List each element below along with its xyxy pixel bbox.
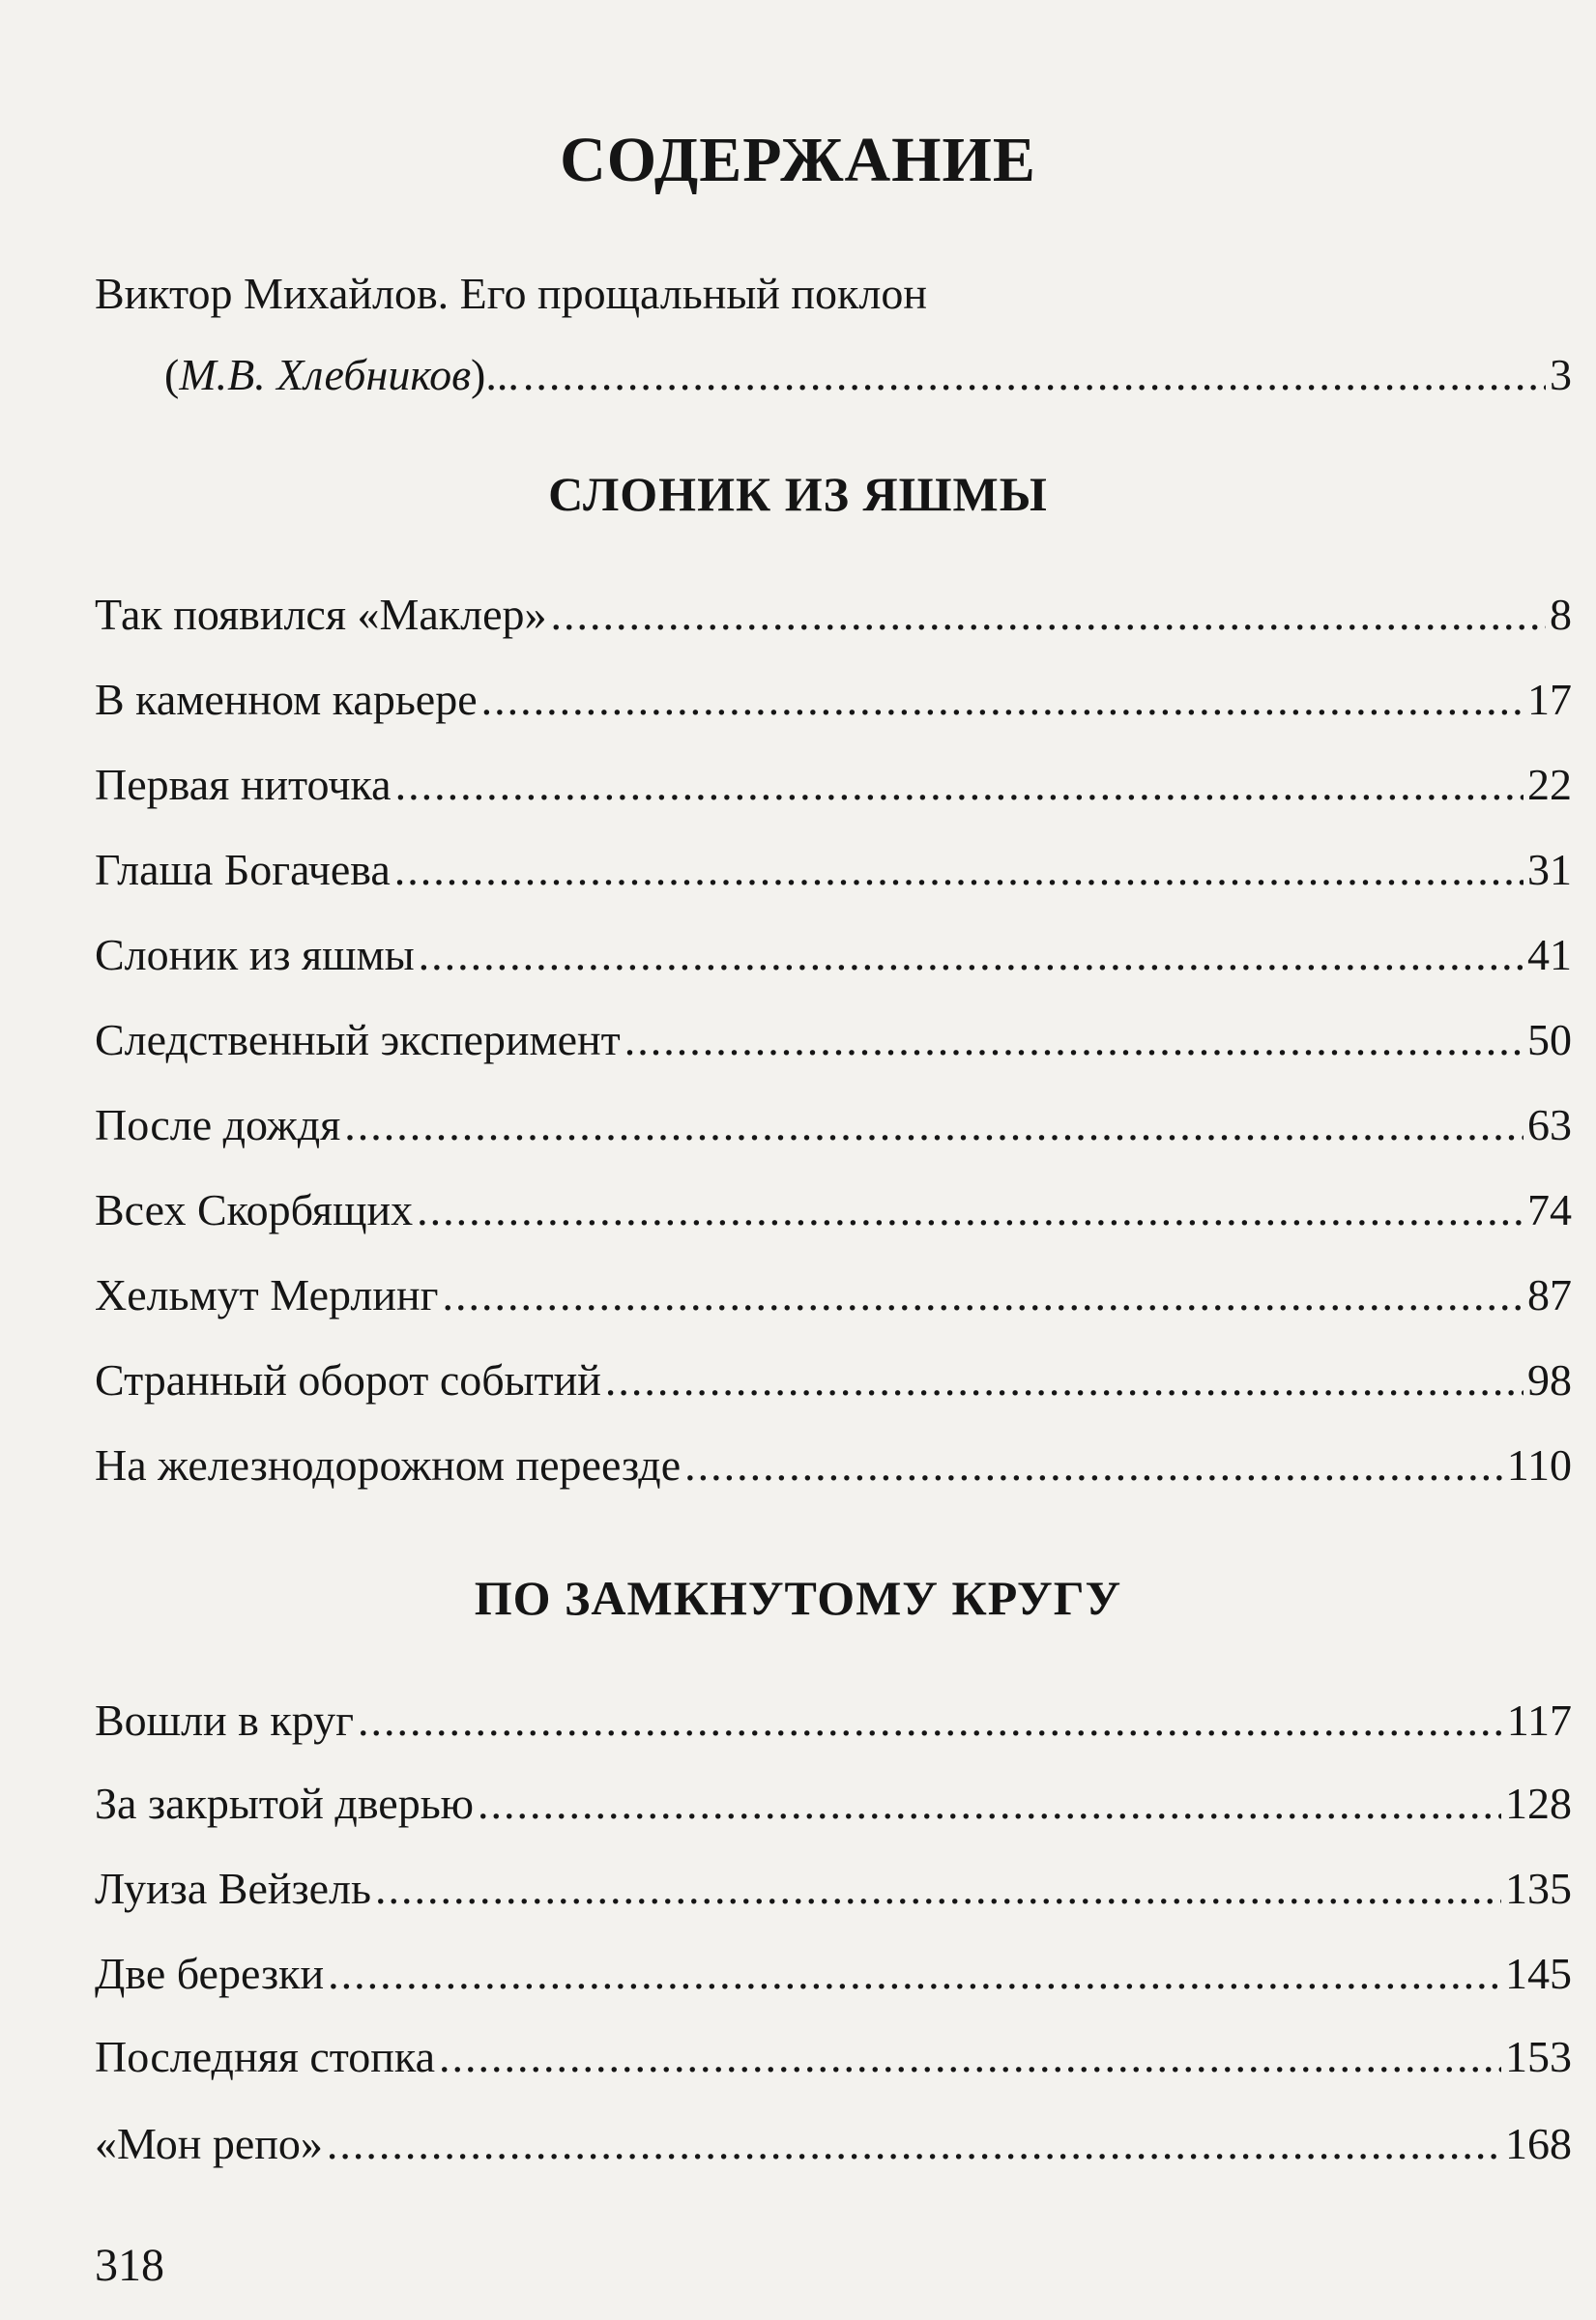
entry-title: Первая ниточка (95, 760, 392, 809)
leader-dots (481, 673, 1523, 727)
toc-entry (95, 1862, 1572, 1916)
toc-entry (95, 1947, 1572, 2001)
entry-page-number: 17 (1527, 675, 1572, 724)
leader-dots (328, 1947, 1501, 2001)
entry-page-number: 87 (1527, 1270, 1572, 1320)
entry-title: Так появился «Маклер» (95, 590, 547, 639)
intro-author-line: (М.В. Хлебников)... (164, 350, 519, 399)
toc-entry (95, 1183, 1572, 1237)
entry-title: Вошли в круг (95, 1696, 355, 1745)
entry-title: Две березки (95, 1949, 325, 1998)
leader-dots (442, 1268, 1523, 1322)
toc-entry (95, 1438, 1572, 1493)
leader-dots (375, 1862, 1501, 1916)
entry-page-number: 41 (1527, 930, 1572, 979)
leader-dots (551, 588, 1546, 642)
intro-entry (164, 348, 1572, 402)
entry-page-number: 31 (1527, 845, 1572, 894)
page-number: 318 (95, 2240, 164, 2291)
leader-dots (523, 348, 1546, 402)
entry-page-number: 135 (1505, 1864, 1572, 1913)
entry-page-number: 50 (1527, 1015, 1572, 1064)
toc-entry (95, 1013, 1572, 1067)
entry-page-number: 110 (1506, 1440, 1572, 1490)
contents-heading: СОДЕРЖАНИЕ (560, 125, 1036, 195)
entry-title: Слоник из яшмы (95, 930, 415, 979)
leader-dots (419, 928, 1523, 982)
section-heading-1: СЛОНИК ИЗ ЯШМЫ (548, 467, 1048, 521)
entry-page-number: 145 (1505, 1949, 1572, 1998)
entry-title: После дождя (95, 1100, 341, 1149)
entry-page-number: 22 (1527, 760, 1572, 809)
section-heading-2: ПО ЗАМКНУТОМУ КРУГУ (474, 1571, 1122, 1625)
entry-title: За закрытой дверью (95, 1779, 475, 1828)
leader-dots (327, 2117, 1501, 2171)
toc-entry (95, 2030, 1572, 2084)
leader-dots (624, 1013, 1523, 1067)
toc-entry (95, 2117, 1572, 2171)
entry-page-number: 153 (1505, 2032, 1572, 2081)
entry-page-number: 74 (1527, 1185, 1572, 1234)
entry-page-number: 98 (1527, 1355, 1572, 1405)
toc-entry (95, 588, 1572, 642)
leader-dots (439, 2030, 1501, 2084)
toc-entry (95, 1268, 1572, 1322)
entry-page-number: 3 (1550, 350, 1572, 399)
leader-dots (478, 1777, 1501, 1831)
intro-author: М.В. Хлебников (179, 350, 472, 399)
entry-title: «Мон репо» (95, 2119, 323, 2168)
toc-entry (95, 758, 1572, 812)
entry-page-number: 117 (1506, 1696, 1572, 1745)
toc-entry (95, 1353, 1572, 1407)
intro-title: Виктор Михайлов. Его прощальный поклон (95, 269, 927, 318)
toc-entry (95, 1694, 1572, 1748)
toc-entry (95, 1098, 1572, 1152)
entry-title: Следственный эксперимент (95, 1015, 621, 1064)
toc-entry (95, 1777, 1572, 1831)
toc-entry (95, 673, 1572, 727)
entry-page-number: 128 (1505, 1779, 1572, 1828)
entry-title: Хельмут Мерлинг (95, 1270, 439, 1320)
leader-dots (394, 843, 1523, 897)
entry-title: Глаша Богачева (95, 845, 391, 894)
entry-title: На железнодорожном переезде (95, 1440, 682, 1490)
entry-page-number: 63 (1527, 1100, 1572, 1149)
entry-title: Последняя стопка (95, 2032, 435, 2081)
entry-title: Луиза Вейзель (95, 1864, 371, 1913)
leader-dots (684, 1438, 1503, 1493)
entry-page-number: 8 (1550, 590, 1572, 639)
leader-dots (417, 1183, 1523, 1237)
entry-title: В каменном карьере (95, 675, 478, 724)
leader-dots (344, 1098, 1523, 1152)
entry-title: Всех Скорбящих (95, 1185, 414, 1234)
entry-title: Странный оборот событий (95, 1355, 601, 1405)
leader-dots (358, 1694, 1503, 1748)
toc-entry (95, 843, 1572, 897)
leader-dots (605, 1353, 1523, 1407)
leader-dots (395, 758, 1523, 812)
entry-page-number: 168 (1505, 2119, 1572, 2168)
toc-entry (95, 928, 1572, 982)
